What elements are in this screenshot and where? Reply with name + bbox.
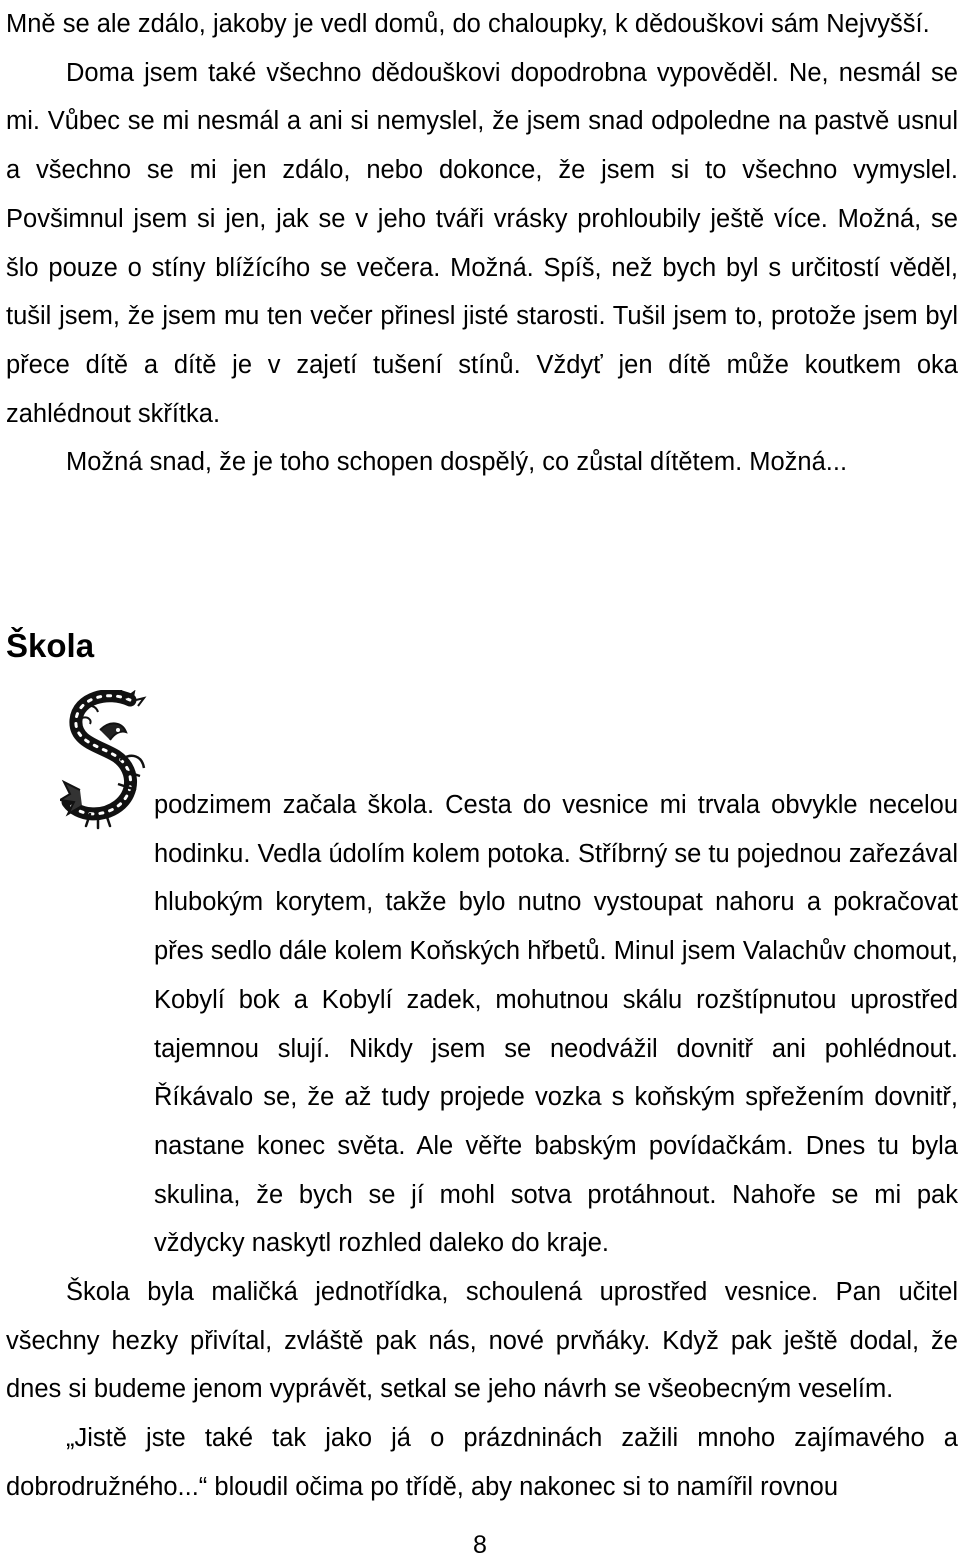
paragraph: Možná snad, že je toho schopen dospělý, co zůstal dítětem. Možná... — [66, 448, 848, 477]
text-block-top — [6, 0, 958, 487]
paragraph: Škola byla maličká jednotřídka, schoulená uprostřed vesnice. Pan učitel všechny hezky přivítal, zvláště pak nás, nové prvňáky. Když pak ještě dodal, že dnes si budeme jenom vyprávět, setkal se jeho návrh se všeobecným veselím. — [6, 1278, 958, 1404]
paragraph: „Jistě jste také tak jako já o prázdninách zažili mnoho zajímavého a dobrodružného...“ bloudil očima po třídě, aby nakonec si to namířil rovnou — [6, 1424, 958, 1501]
chapter-heading: Škola — [6, 627, 95, 664]
page-number: 8 — [473, 1531, 487, 1559]
paragraph: Mně se ale zdálo, jakoby je vedl domů, do chaloupky, k dědouškovi sám Nejvyšší. — [6, 10, 930, 38]
text-block-bottom — [6, 781, 958, 1512]
paragraph: Doma jsem také všechno dědouškovi dopodrobna vypověděl. Ne, nesmál se mi. Vůbec se mi nesmál a ani si nemyslel, že jsem snad odpoledne na pastvě usnul a všechno se mi jen zdálo, nebo dokonce, že jsem si to všechno vymyslel. Povšimnul jsem si jen, jak se v jeho tváři vrásky prohloubily ještě více. Možná, se šlo pouze o stíny blížícího se večera. Možná. Spíš, než bych byl s určitostí věděl, tušil jsem, že jsem mu ten večer přinesl jisté starosti. Tušil jsem to, protože jsem byl přece dítě a dítě je v zajetí tušení stínů. Vždyť jen dítě může koutkem oka zahlédnout skřítka. — [6, 58, 958, 428]
paragraph: podzimem začala škola. Cesta do vesnice mi trvala obvykle necelou hodinku. Vedla údolím kolem potoka. Stříbrný se tu pojednou zařezával hlubokým korytem, takže bylo nutno vystoupat nahoru a pokračovat přes sedlo dále kolem Koňských hřbetů. Minul jsem Valachův chomout, Kobylí bok a Kobylí zadek, mohutnou skálu rozštípnutou uprostřed tajemnou slují. Nikdy jsem se neodvážil dovnitř ani pohlédnout. Říkávalo se, že až tudy projede vozka s koňským spřežením dovnitř, nastane konec světa. Ale věřte babským povídačkám. Dnes tu byla skulina, že bych se jí mohl sotva protáhnout. Nahoře se mi pak vždycky naskytl rozhled daleko do kraje. — [154, 791, 958, 1258]
